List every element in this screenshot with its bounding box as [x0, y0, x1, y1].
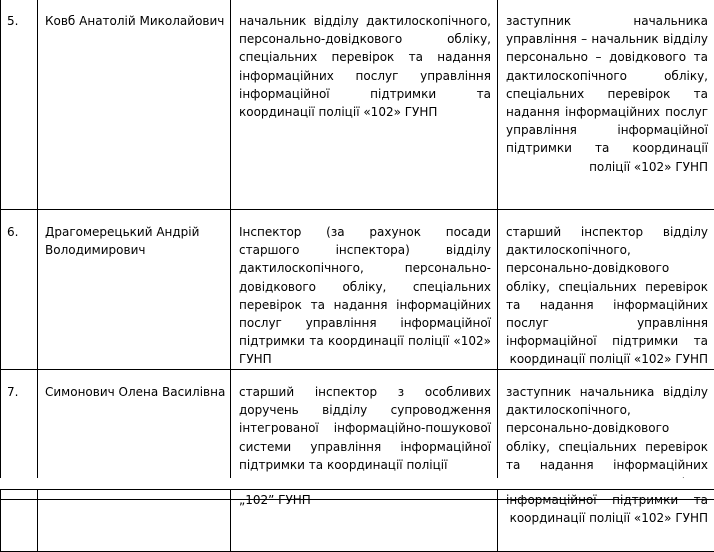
- new-position: заступник начальника відділу дактилоскопічного, персонально-довідкового обліку, спеціальних перевірок та надання інформаційних: [498, 370, 714, 500]
- row-number: 6.: [1, 210, 38, 370]
- row-number: [1, 490, 38, 552]
- person-name: Драгомерецький Андрій Володимирович: [38, 210, 231, 370]
- old-position: „102” ГУНП: [231, 490, 498, 552]
- person-name: [38, 490, 231, 552]
- new-position: старший інспектор відділу дактилоскопічного, персонально-довідкового обліку, спеціальних перевірок та надання інформаційних послуг управління інформаційної підтримки та координації поліції «102» ГУНП: [498, 210, 714, 370]
- old-position: Інспектор (за рахунок посади старшого інспектора) відділу дактилоскопічного, персонально-довідкового обліку, спеціальних перевірок та надання інформаційних послуг управління інформаційної підтримки та координації поліції «102» ГУНП: [231, 210, 498, 370]
- page-break: [0, 478, 714, 489]
- row-number: 5.: [1, 0, 38, 210]
- new-position: інформаційної підтримки та координації поліції «102» ГУНП: [498, 490, 714, 552]
- table-row: [1, 490, 714, 552]
- new-position: заступник начальника управління – начальник відділу персонально – довідкового та дактилоскопічного обліку, спеціальних перевірок та надання інформаційних послуг управління інформаційної підтримки та координації поліції «102» ГУНП: [498, 0, 714, 210]
- personnel-table-continuation: [0, 489, 714, 552]
- person-name: Симонович Олена Василівна: [38, 370, 231, 500]
- row-number: 7.: [1, 370, 38, 500]
- table-row: [1, 210, 714, 370]
- old-position: начальник відділу дактилоскопічного, персонально-довідкового обліку, спеціальних перевірок та надання інформаційних послуг управління інформаційної підтримки та координації поліції «102» ГУНП: [231, 0, 498, 210]
- old-position: старший інспектор з особливих доручень відділу супроводження інтегрованої інформаційно-пошукової системи управління інформаційної підтримки та координації поліції: [231, 370, 498, 500]
- table-row: [1, 0, 714, 210]
- person-name: Ковб Анатолій Миколайович: [38, 0, 231, 210]
